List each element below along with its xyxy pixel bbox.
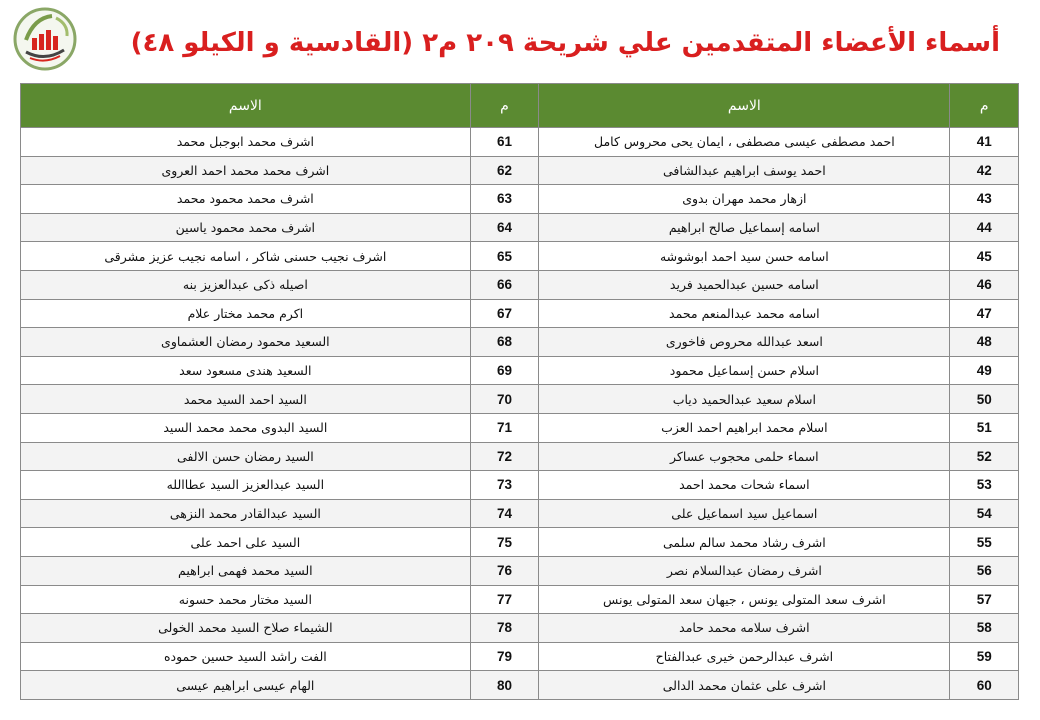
member-number: 51 <box>950 413 1019 442</box>
member-name: السيد على احمد على <box>21 528 471 557</box>
member-number: 45 <box>950 242 1019 271</box>
table-row <box>21 614 1019 643</box>
member-name: اكرم محمد مختار علام <box>21 299 471 328</box>
member-name: اصيله ذكى عبدالعزيز بنه <box>21 270 471 299</box>
member-name: اسلام محمد ابراهيم احمد العزب <box>539 413 950 442</box>
member-name: السعيد هندى مسعود سعد <box>21 356 471 385</box>
member-name: اشرف عبدالرحمن خيرى عبدالفتاح <box>539 642 950 671</box>
member-name: اسامه محمد عبدالمنعم محمد <box>539 299 950 328</box>
member-name: السعيد محمود رمضان العشماوى <box>21 328 471 357</box>
member-number: 68 <box>470 328 539 357</box>
member-number: 73 <box>470 471 539 500</box>
member-number: 48 <box>950 328 1019 357</box>
member-number: 57 <box>950 585 1019 614</box>
table-row <box>21 213 1019 242</box>
member-name: اسماعيل سيد اسماعيل على <box>539 499 950 528</box>
member-name: اشرف على عثمان محمد الدالى <box>539 671 950 700</box>
member-name: اشرف رمضان عبدالسلام نصر <box>539 556 950 585</box>
member-name: احمد مصطفى عيسى مصطفى ، ايمان يحى محروس كامل <box>539 128 950 157</box>
table-row <box>21 642 1019 671</box>
member-name: السيد احمد السيد محمد <box>21 385 471 414</box>
member-number: 59 <box>950 642 1019 671</box>
table-row <box>21 556 1019 585</box>
member-name: ازهار محمد مهران بدوى <box>539 185 950 214</box>
member-number: 80 <box>470 671 539 700</box>
table-row <box>21 385 1019 414</box>
member-number: 79 <box>470 642 539 671</box>
table-row <box>21 442 1019 471</box>
member-number: 41 <box>950 128 1019 157</box>
member-name: اسلام سعيد عبدالحميد دياب <box>539 385 950 414</box>
member-name: اشرف محمد محمود محمد <box>21 185 471 214</box>
member-name: اسامه إسماعيل صالح ابراهيم <box>539 213 950 242</box>
member-number: 63 <box>470 185 539 214</box>
member-number: 75 <box>470 528 539 557</box>
member-name: اشرف سلامه محمد حامد <box>539 614 950 643</box>
member-number: 42 <box>950 156 1019 185</box>
table-row <box>21 128 1019 157</box>
members-table <box>20 83 1019 700</box>
member-name: اسلام حسن إسماعيل محمود <box>539 356 950 385</box>
table-row <box>21 270 1019 299</box>
association-logo <box>12 6 78 72</box>
member-name: احمد يوسف ابراهيم عبدالشافى <box>539 156 950 185</box>
member-name: اشرف محمد محمد احمد العروى <box>21 156 471 185</box>
member-number: 67 <box>470 299 539 328</box>
table-row <box>21 471 1019 500</box>
member-name: اسعد عبدالله محروص فاخورى <box>539 328 950 357</box>
member-name: اشرف نجيب حسنى شاكر ، اسامه نجيب عزيز مشرقى <box>21 242 471 271</box>
member-name: السيد البدوى محمد محمد السيد <box>21 413 471 442</box>
member-number: 62 <box>470 156 539 185</box>
member-number: 49 <box>950 356 1019 385</box>
column-header-name: الاسم <box>539 84 950 128</box>
member-number: 50 <box>950 385 1019 414</box>
member-name: السيد مختار محمد حسونه <box>21 585 471 614</box>
member-number: 60 <box>950 671 1019 700</box>
table-header-row <box>21 84 1019 128</box>
member-name: اسامه حسن سيد احمد ابوشوشه <box>539 242 950 271</box>
member-number: 70 <box>470 385 539 414</box>
member-name: الشيماء صلاح السيد محمد الخولى <box>21 614 471 643</box>
table-row <box>21 242 1019 271</box>
member-name: الهام عيسى ابراهيم عيسى <box>21 671 471 700</box>
member-number: 43 <box>950 185 1019 214</box>
page-title: أسماء الأعضاء المتقدمين علي شريحة ٢٠٩ م٢ (القادسية و الكيلو ٤٨) <box>130 28 1000 58</box>
member-number: 44 <box>950 213 1019 242</box>
table-row <box>21 413 1019 442</box>
table-row <box>21 156 1019 185</box>
member-number: 47 <box>950 299 1019 328</box>
member-name: اشرف رشاد محمد سالم سلمى <box>539 528 950 557</box>
table-row <box>21 185 1019 214</box>
member-name: السيد عبدالقادر محمد النزهى <box>21 499 471 528</box>
member-number: 53 <box>950 471 1019 500</box>
member-name: السيد رمضان حسن الالفى <box>21 442 471 471</box>
member-number: 54 <box>950 499 1019 528</box>
member-name: السيد عبدالعزيز السيد عطاالله <box>21 471 471 500</box>
member-name: السيد محمد فهمى ابراهيم <box>21 556 471 585</box>
member-number: 76 <box>470 556 539 585</box>
column-header-number: م <box>470 84 539 128</box>
member-number: 58 <box>950 614 1019 643</box>
member-name: اشرف سعد المتولى يونس ، جيهان سعد المتولى يونس <box>539 585 950 614</box>
member-name: الفت راشد السيد حسين حموده <box>21 642 471 671</box>
member-name: اشرف محمد ابوجبل محمد <box>21 128 471 157</box>
member-name: اشرف محمد محمود ياسين <box>21 213 471 242</box>
member-number: 74 <box>470 499 539 528</box>
member-name: اسماء حلمى محجوب عساكر <box>539 442 950 471</box>
member-number: 55 <box>950 528 1019 557</box>
member-number: 78 <box>470 614 539 643</box>
column-header-number: م <box>950 84 1019 128</box>
member-name: اسامه حسين عبدالحميد فريد <box>539 270 950 299</box>
member-number: 46 <box>950 270 1019 299</box>
table-row <box>21 328 1019 357</box>
member-number: 77 <box>470 585 539 614</box>
member-number: 52 <box>950 442 1019 471</box>
member-number: 69 <box>470 356 539 385</box>
table-row <box>21 299 1019 328</box>
table-row <box>21 671 1019 700</box>
member-number: 72 <box>470 442 539 471</box>
column-header-name: الاسم <box>21 84 471 128</box>
table-row <box>21 356 1019 385</box>
table-row <box>21 499 1019 528</box>
member-number: 61 <box>470 128 539 157</box>
table-row <box>21 528 1019 557</box>
member-number: 71 <box>470 413 539 442</box>
table-row <box>21 585 1019 614</box>
member-number: 65 <box>470 242 539 271</box>
member-number: 64 <box>470 213 539 242</box>
member-number: 66 <box>470 270 539 299</box>
member-name: اسماء شحات محمد احمد <box>539 471 950 500</box>
member-number: 56 <box>950 556 1019 585</box>
